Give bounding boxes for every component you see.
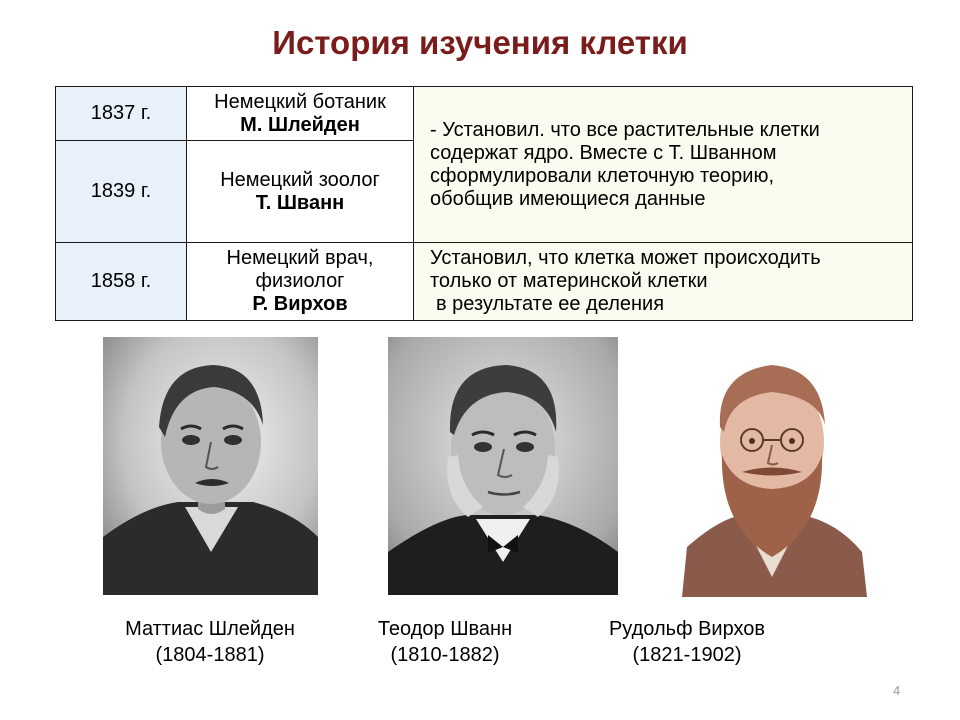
schwann-caption	[340, 616, 550, 668]
portrait-years: (1804-1881)	[155, 644, 265, 666]
virchow-portrait	[672, 337, 872, 597]
discovery-line: только от материнской клетки	[430, 270, 708, 292]
portrait-name: Маттиас Шлейден	[125, 618, 295, 640]
discovery-line: содержат ядро. Вместе с Т. Шванном	[430, 141, 777, 164]
discovery-cell	[414, 87, 913, 243]
discovery-line: в результате ее деления	[436, 293, 665, 315]
scientist-cell	[187, 243, 414, 321]
portrait-name: Рудольф Вирхов	[608, 618, 766, 640]
schwann-portrait	[388, 337, 618, 595]
scientist-cell	[187, 87, 414, 141]
scientist-role: Немецкий зоолог	[220, 168, 380, 191]
history-table	[55, 86, 913, 321]
scientist-cell	[187, 141, 414, 243]
year-cell: 1839 г.	[56, 141, 187, 243]
scientist-role: Немецкий ботаник	[214, 90, 386, 113]
portrait-years: (1821-1902)	[632, 644, 742, 666]
schleiden-portrait	[103, 337, 318, 595]
schleiden-caption	[100, 616, 320, 668]
discovery-cell	[414, 243, 913, 321]
portrait-name: Теодор Шванн	[377, 618, 513, 640]
year-cell: 1837 г.	[56, 87, 187, 141]
scientist-name: М. Шлейден	[240, 113, 360, 136]
virchow-caption	[572, 616, 802, 668]
page-number: 4	[893, 683, 901, 698]
portrait-years: (1810-1882)	[390, 644, 500, 666]
discovery-line: сформулировали клеточную теорию,	[430, 164, 775, 187]
scientist-name: Т. Шванн	[255, 191, 345, 214]
discovery-line: - Установил. что все растительные клетки	[430, 118, 820, 141]
discovery-line: обобщив имеющиеся данные	[430, 187, 706, 210]
scientist-name: Р. Вирхов	[252, 293, 348, 315]
discovery-line: Установил, что клетка может происходить	[430, 247, 821, 269]
scientist-role: Немецкий врач,	[226, 247, 374, 269]
scientist-role: физиолог	[255, 270, 345, 292]
page-title: История изучения клетки	[272, 24, 688, 61]
table-row	[56, 87, 913, 141]
year-cell: 1858 г.	[56, 243, 187, 321]
table-row	[56, 243, 913, 321]
